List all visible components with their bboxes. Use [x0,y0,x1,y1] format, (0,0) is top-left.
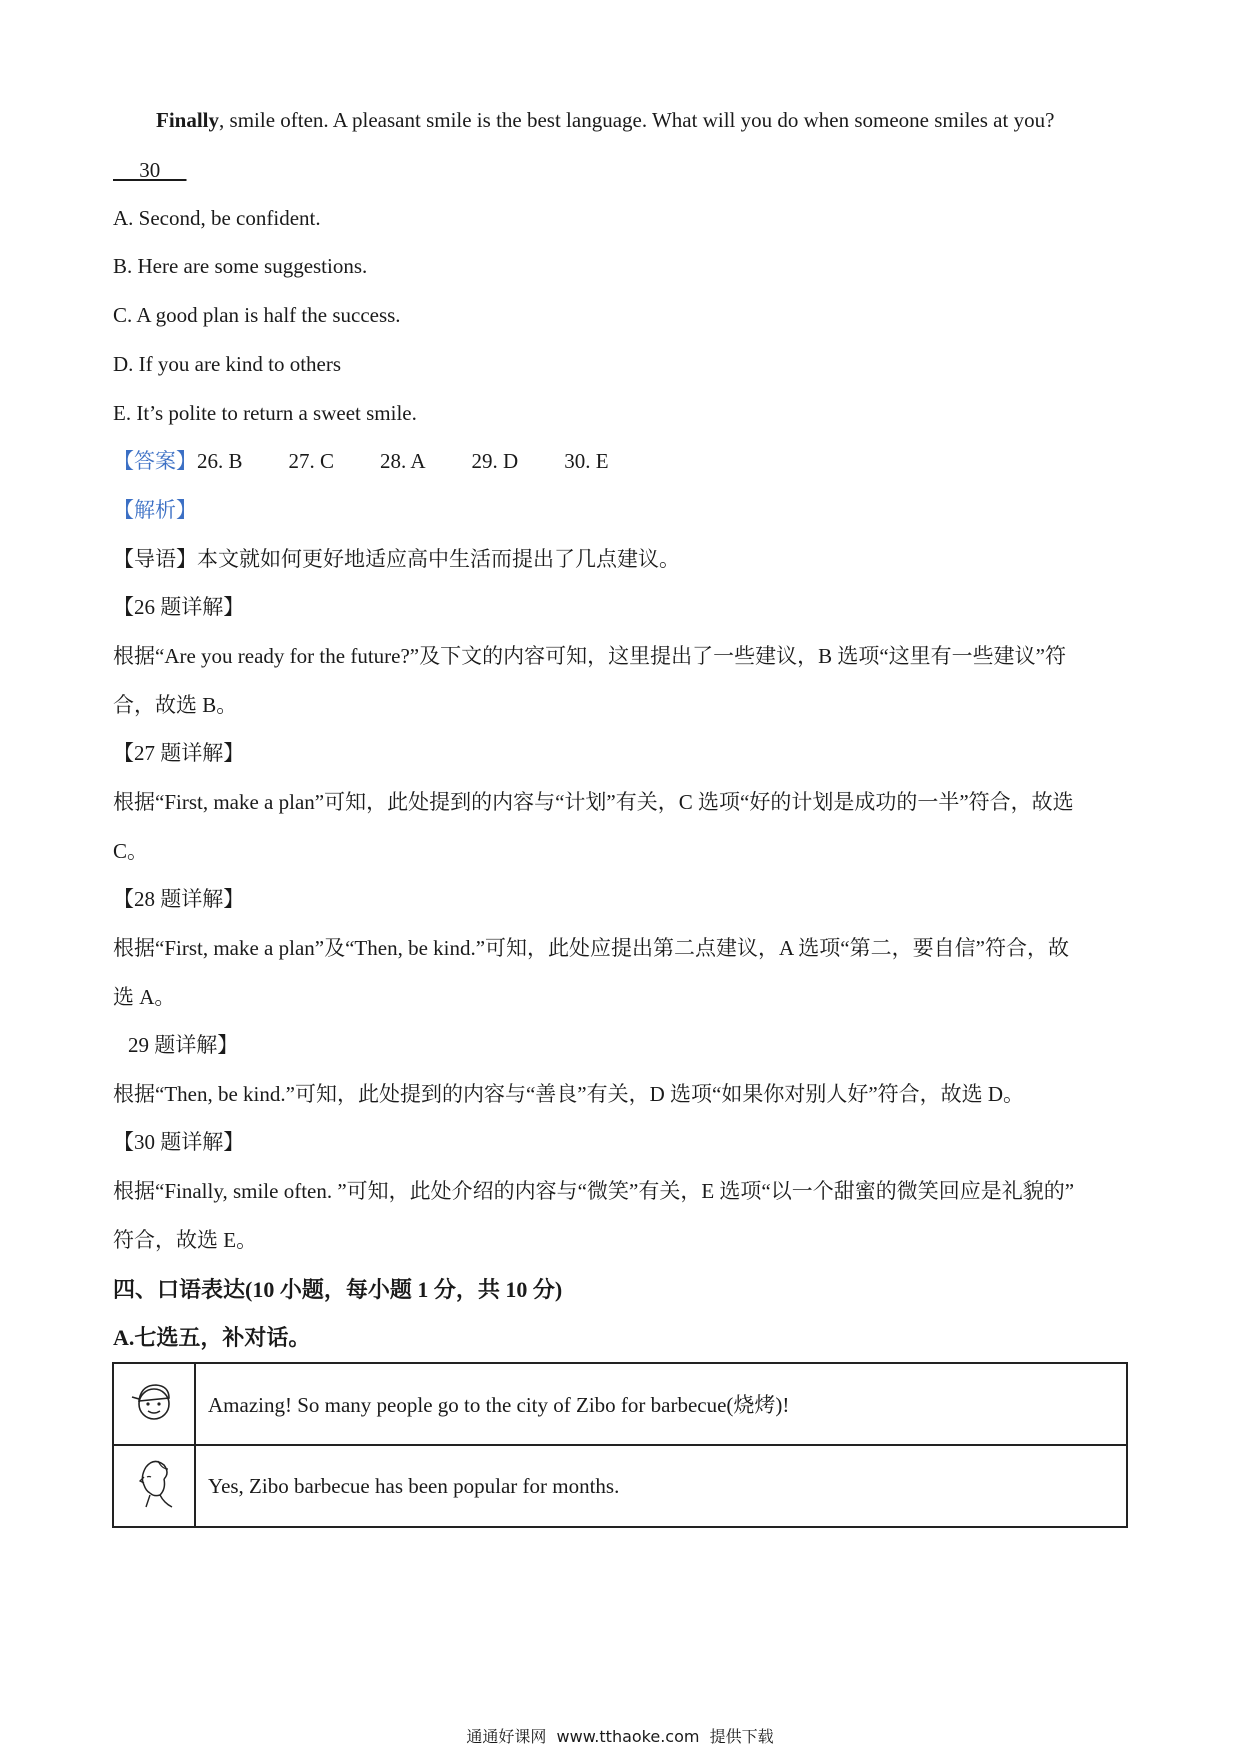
detail-28-heading: 【28 题详解】 [113,887,245,911]
detail-26-heading: 【26 题详解】 [113,595,245,619]
detail-30-line: 符合，故选 E。 [113,1228,258,1252]
intro-text: 【导语】本文就如何更好地适应高中生活而提出了几点建议。 [113,547,680,571]
option-e: E. It’s polite to return a sweet smile. [113,401,417,425]
answer-item: 28. A [380,449,426,473]
analysis-label: 【解析】 [113,498,197,522]
passage-last-paragraph [156,110,1054,131]
blank-number: 30 [113,158,187,182]
detail-29-line: 根据“Then, be kind.”可知，此处提到的内容与“善良”有关，D 选项“如果你对别人好”符合，故选 D。 [113,1082,1025,1106]
answer-item: 27. C [288,449,335,473]
dialogue-table [112,1362,1128,1528]
detail-26-line: 合，故选 B。 [113,693,238,717]
detail-27-line: C。 [113,839,149,863]
detail-29-heading: 29 题详解】 [128,1033,239,1057]
option-b: B. Here are some suggestions. [113,254,368,278]
detail-30-heading: 【30 题详解】 [113,1130,245,1154]
speaker-cell [113,1363,195,1445]
detail-27-heading: 【27 题详解】 [113,741,245,765]
passage-text: , smile often. A pleasant smile is the best language. What will you do when someone smiles at you? [219,108,1055,132]
answer-item: 26. B [197,449,243,473]
answer-item: 30. E [564,449,609,473]
option-a: A. Second, be confident. [113,206,321,230]
option-c: C. A good plan is half the success. [113,303,401,327]
section-title: 四、口语表达(10 小题，每小题 1 分，共 10 分) [113,1277,563,1302]
girl-icon [128,1492,180,1516]
detail-28-line: 选 A。 [113,985,176,1009]
blank-30 [113,160,187,181]
answer-line [113,451,609,472]
dialogue-row [113,1445,1127,1527]
part-title: A.七选五，补对话。 [113,1325,311,1350]
detail-30-line: 根据“Finally, smile often. ”可知，此处介绍的内容与“微笑”有关，E 选项“以一个甜蜜的微笑回应是礼貌的” [113,1179,1075,1203]
dialogue-row [113,1363,1127,1445]
speaker-cell [113,1445,195,1527]
passage-lead-word: Finally [156,108,220,132]
answer-item: 29. D [471,449,519,473]
dialogue-line-2: Yes, Zibo barbecue has been popular for months. [195,1445,1127,1527]
detail-27-line: 根据“First, make a plan”可知，此处提到的内容与“计划”有关，C 选项“好的计划是成功的一半”符合，故选 [113,790,1074,814]
footer-source: 通通好课网 www.tthaoke.com 提供下载 [466,1727,774,1746]
option-d: D. If you are kind to others [113,352,342,376]
detail-28-line: 根据“First, make a plan”及“Then, be kind.”可知，此处应提出第二点建议，A 选项“第二，要自信”符合，故 [113,936,1069,960]
answer-label: 【答案】 [113,449,197,473]
dialogue-line-1: Amazing! So many people go to the city of Zibo for barbecue(烧烤)! [195,1363,1127,1445]
detail-26-line: 根据“Are you ready for the future?”及下文的内容可知，这里提出了一些建议，B 选项“这里有一些建议”符 [113,644,1067,668]
boy-with-cap-icon [128,1408,180,1432]
